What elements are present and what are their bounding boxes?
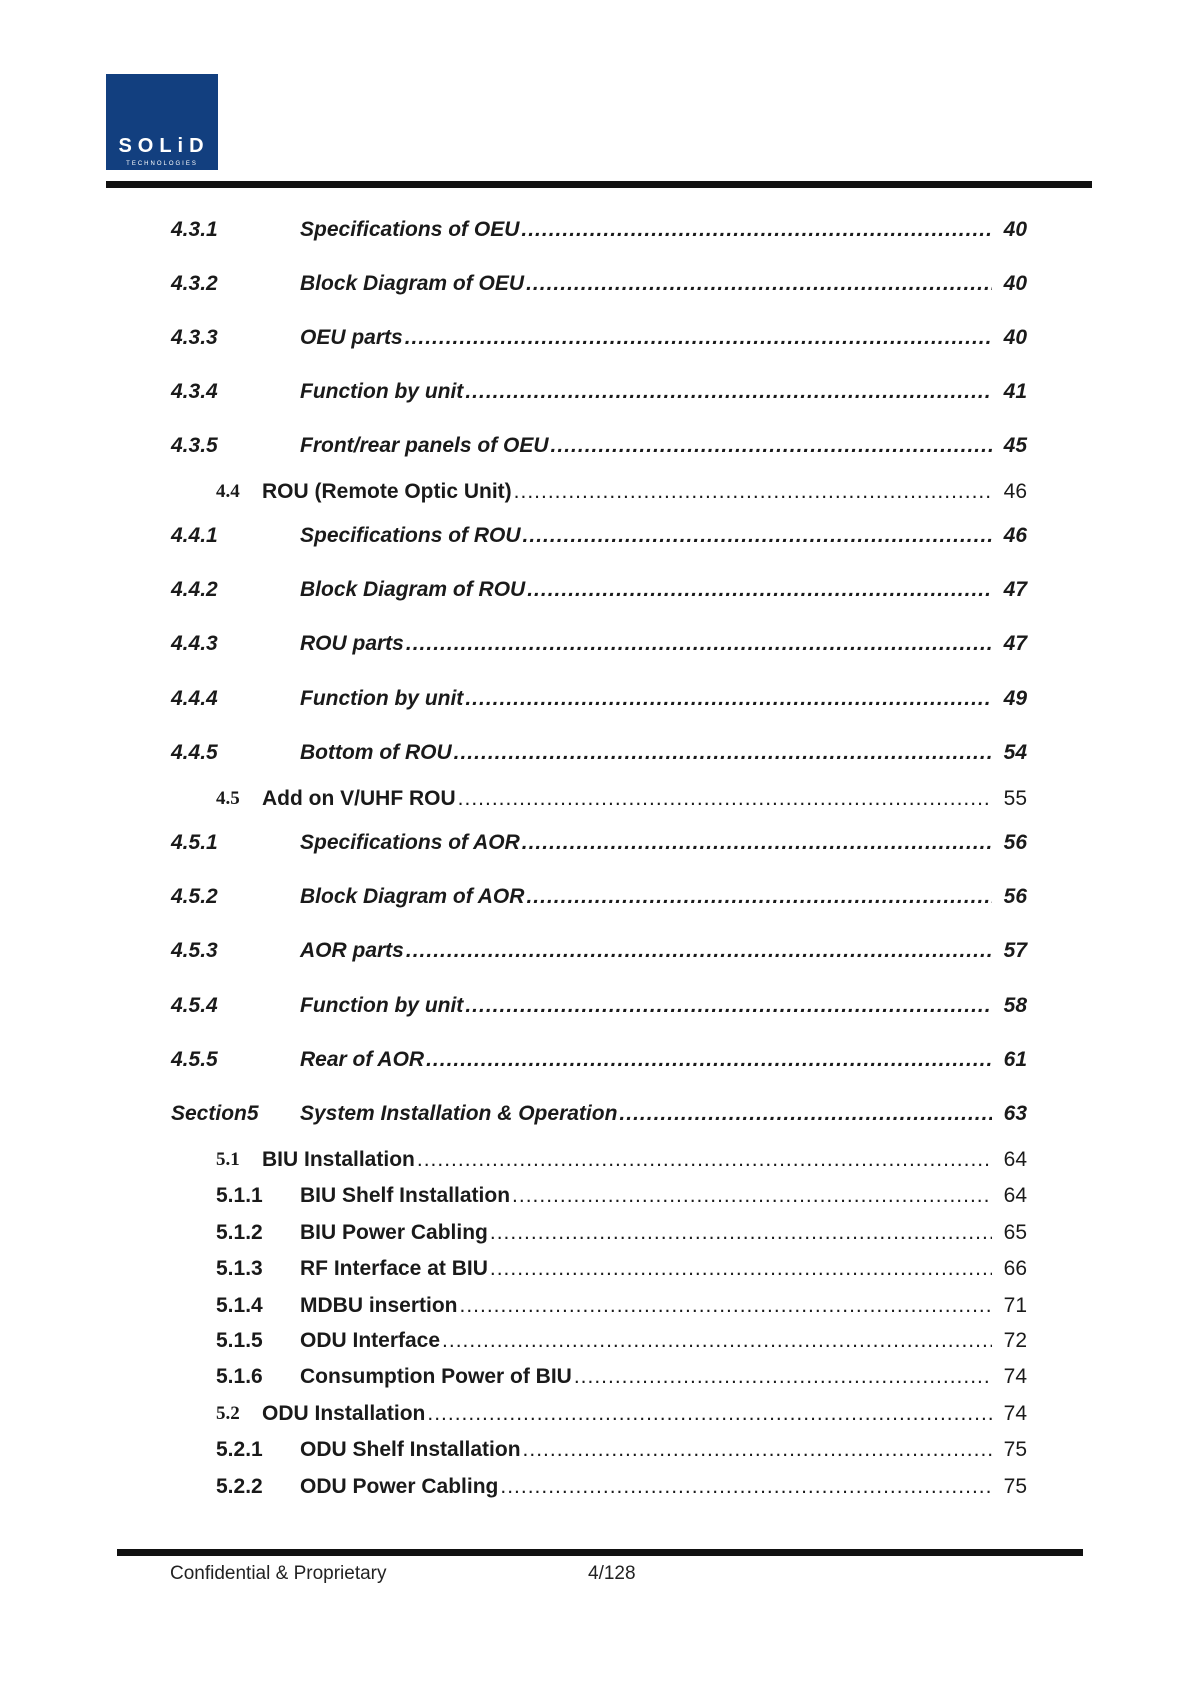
- toc-entry-number: 4.5.4: [171, 994, 218, 1017]
- toc-dot-leader: [427, 1399, 992, 1429]
- toc-entry-page: 40: [1003, 326, 1027, 349]
- logo-wordmark: SOLiD: [118, 135, 210, 157]
- toc-dot-leader: [442, 1326, 992, 1356]
- toc-entry-number: 5.1.5: [216, 1329, 263, 1352]
- toc-entry-number: 4.5.1: [171, 831, 218, 854]
- toc-entry-title: ODU Interface: [300, 1329, 441, 1352]
- toc-entry[interactable]: [0, 738, 1190, 768]
- toc-entry-title: Bottom of ROU: [300, 741, 452, 764]
- toc-entry-title: Block Diagram of ROU: [300, 578, 526, 601]
- toc-entry-title: Block Diagram of AOR: [300, 885, 525, 908]
- toc-entry[interactable]: [0, 1218, 1190, 1248]
- toc-entry-number: 5.1.1: [216, 1184, 263, 1207]
- toc-entry[interactable]: [0, 1045, 1190, 1075]
- toc-entry-title: Function by unit: [300, 994, 464, 1017]
- toc-entry-page: 49: [1003, 687, 1027, 710]
- toc-entry-number: 4.4: [216, 481, 240, 502]
- toc-entry[interactable]: [0, 1181, 1190, 1211]
- toc-dot-leader: [522, 828, 992, 858]
- toc-entry-page: 47: [1003, 632, 1027, 655]
- toc-entry[interactable]: [0, 784, 1190, 814]
- toc-entry[interactable]: [0, 828, 1190, 858]
- toc-entry-page: 54: [1003, 741, 1027, 764]
- toc-entry-title: MDBU insertion: [300, 1294, 458, 1317]
- logo-subtext: TECHNOLOGIES: [126, 161, 198, 167]
- toc-entry-page: 75: [1003, 1438, 1027, 1461]
- toc-entry[interactable]: [0, 575, 1190, 605]
- toc-entry-title: ODU Power Cabling: [300, 1475, 499, 1498]
- toc-entry-title: ODU Shelf Installation: [300, 1438, 521, 1461]
- toc-entry-number: 5.2.1: [216, 1438, 263, 1461]
- toc-dot-leader: [514, 477, 992, 507]
- toc-dot-leader: [526, 882, 992, 912]
- toc-dot-leader: [523, 1435, 992, 1465]
- toc-entry-number: 4.3.1: [171, 218, 218, 241]
- toc-entry-page: 74: [1003, 1402, 1027, 1425]
- toc-entry-title: Add on V/UHF ROU: [262, 787, 456, 810]
- toc-entry-page: 64: [1003, 1148, 1027, 1171]
- toc-entry-page: 46: [1003, 524, 1027, 547]
- toc-dot-leader: [417, 1145, 992, 1175]
- toc-dot-leader: [500, 1472, 992, 1502]
- toc-entry-title: System Installation & Operation: [300, 1102, 618, 1125]
- toc-dot-leader: [465, 377, 992, 407]
- toc-dot-leader: [406, 629, 992, 659]
- toc-dot-leader: [465, 684, 992, 714]
- toc-dot-leader: [526, 269, 992, 299]
- toc-dot-leader: [490, 1218, 992, 1248]
- toc-entry-title: Function by unit: [300, 687, 464, 710]
- toc-entry-number: 5.2.2: [216, 1475, 263, 1498]
- toc-entry-number: 5.1.3: [216, 1257, 263, 1280]
- toc-entry-title: Specifications of ROU: [300, 524, 521, 547]
- toc-entry-page: 65: [1003, 1221, 1027, 1244]
- toc-entry[interactable]: [0, 1099, 1190, 1129]
- toc-entry-number: 4.4.2: [171, 578, 218, 601]
- toc-entry-page: 61: [1003, 1048, 1027, 1071]
- toc-entry-title: Block Diagram of OEU: [300, 272, 525, 295]
- toc-entry-number: 5.1.2: [216, 1221, 263, 1244]
- toc-entry-title: BIU Power Cabling: [300, 1221, 488, 1244]
- footer-confidential: Confidential & Proprietary: [170, 1563, 387, 1584]
- toc-entry-number: 5.1.4: [216, 1294, 263, 1317]
- toc-entry[interactable]: [0, 1435, 1190, 1465]
- toc-entry-title: ROU (Remote Optic Unit): [262, 480, 512, 503]
- toc-entry-number: 4.4.5: [171, 741, 218, 764]
- toc-entry[interactable]: [0, 521, 1190, 551]
- toc-entry-number: 4.4.3: [171, 632, 218, 655]
- toc-entry-title: Consumption Power of BIU: [300, 1365, 572, 1388]
- toc-entry-title: BIU Installation: [262, 1148, 415, 1171]
- toc-entry-page: 56: [1003, 831, 1027, 854]
- toc-entry[interactable]: [0, 431, 1190, 461]
- toc-entry-number: Section5: [171, 1102, 259, 1125]
- footer-page-number: 4/128: [588, 1563, 636, 1584]
- toc-entry-page: 45: [1003, 434, 1027, 457]
- toc-entry-page: 63: [1003, 1102, 1027, 1125]
- toc-entry-page: 72: [1003, 1329, 1027, 1352]
- toc-entry[interactable]: [0, 1326, 1190, 1356]
- toc-entry[interactable]: [0, 1254, 1190, 1284]
- toc-entry[interactable]: [0, 377, 1190, 407]
- toc-dot-leader: [454, 738, 992, 768]
- toc-entry-page: 40: [1003, 272, 1027, 295]
- toc-entry-number: 5.1.6: [216, 1365, 263, 1388]
- toc-entry-title: Specifications of AOR: [300, 831, 520, 854]
- toc-entry[interactable]: [0, 269, 1190, 299]
- toc-entry-title: OEU parts: [300, 326, 403, 349]
- toc-entry-title: Front/rear panels of OEU: [300, 434, 549, 457]
- toc-entry-number: 4.5: [216, 788, 240, 809]
- toc-entry-page: 71: [1003, 1294, 1027, 1317]
- toc-entry[interactable]: [0, 684, 1190, 714]
- toc-dot-leader: [458, 784, 992, 814]
- toc-entry-page: 55: [1003, 787, 1027, 810]
- toc-dot-leader: [523, 521, 992, 551]
- toc-entry-title: ROU parts: [300, 632, 404, 655]
- toc-entry[interactable]: [0, 477, 1190, 507]
- toc-dot-leader: [521, 215, 992, 245]
- toc-entry-title: RF Interface at BIU: [300, 1257, 488, 1280]
- toc-dot-leader: [551, 431, 992, 461]
- toc-dot-leader: [406, 936, 992, 966]
- toc-entry-page: 58: [1003, 994, 1027, 1017]
- toc-entry-number: 4.3.5: [171, 434, 218, 457]
- toc-entry-number: 4.3.3: [171, 326, 218, 349]
- toc-dot-leader: [490, 1254, 992, 1284]
- toc-entry-number: 4.4.4: [171, 687, 218, 710]
- toc-entry-page: 74: [1003, 1365, 1027, 1388]
- toc-entry-number: 4.5.5: [171, 1048, 218, 1071]
- toc-dot-leader: [460, 1291, 993, 1321]
- toc-dot-leader: [527, 575, 992, 605]
- toc-entry[interactable]: [0, 323, 1190, 353]
- toc-dot-leader: [465, 991, 992, 1021]
- toc-entry[interactable]: [0, 629, 1190, 659]
- toc-dot-leader: [512, 1181, 992, 1211]
- toc-entry[interactable]: [0, 882, 1190, 912]
- toc-entry-title: ODU Installation: [262, 1402, 426, 1425]
- toc-entry[interactable]: [0, 215, 1190, 245]
- toc-entry-number: 4.5.3: [171, 939, 218, 962]
- toc-entry[interactable]: [0, 1472, 1190, 1502]
- toc-entry-page: 66: [1003, 1257, 1027, 1280]
- toc-entry-title: Function by unit: [300, 380, 464, 403]
- toc-entry-number: 4.3.4: [171, 380, 218, 403]
- toc-entry[interactable]: [0, 1145, 1190, 1175]
- toc-dot-leader: [574, 1362, 992, 1392]
- toc-entry-page: 64: [1003, 1184, 1027, 1207]
- toc-entry[interactable]: [0, 936, 1190, 966]
- toc-entry-page: 46: [1003, 480, 1027, 503]
- toc-entry-number: 4.3.2: [171, 272, 218, 295]
- toc-dot-leader: [405, 323, 992, 353]
- toc-entry-page: 75: [1003, 1475, 1027, 1498]
- toc-entry-title: AOR parts: [300, 939, 404, 962]
- toc-entry-page: 56: [1003, 885, 1027, 908]
- toc-entry-title: Rear of AOR: [300, 1048, 425, 1071]
- toc-entry[interactable]: [0, 1362, 1190, 1392]
- toc-entry[interactable]: [0, 1399, 1190, 1429]
- toc-dot-leader: [619, 1099, 992, 1129]
- toc-entry[interactable]: [0, 991, 1190, 1021]
- toc-entry-number: 5.2: [216, 1403, 240, 1424]
- toc-dot-leader: [426, 1045, 992, 1075]
- toc-entry-title: BIU Shelf Installation: [300, 1184, 511, 1207]
- toc-entry-page: 40: [1003, 218, 1027, 241]
- toc-entry-number: 4.5.2: [171, 885, 218, 908]
- toc-entry-number: 4.4.1: [171, 524, 218, 547]
- toc-entry-page: 57: [1003, 939, 1027, 962]
- toc-entry-title: Specifications of OEU: [300, 218, 520, 241]
- toc-entry-number: 5.1: [216, 1149, 240, 1170]
- footer-rule: [117, 1549, 1083, 1556]
- toc-entry-page: 47: [1003, 578, 1027, 601]
- toc-entry-page: 41: [1003, 380, 1027, 403]
- toc-entry[interactable]: [0, 1291, 1190, 1321]
